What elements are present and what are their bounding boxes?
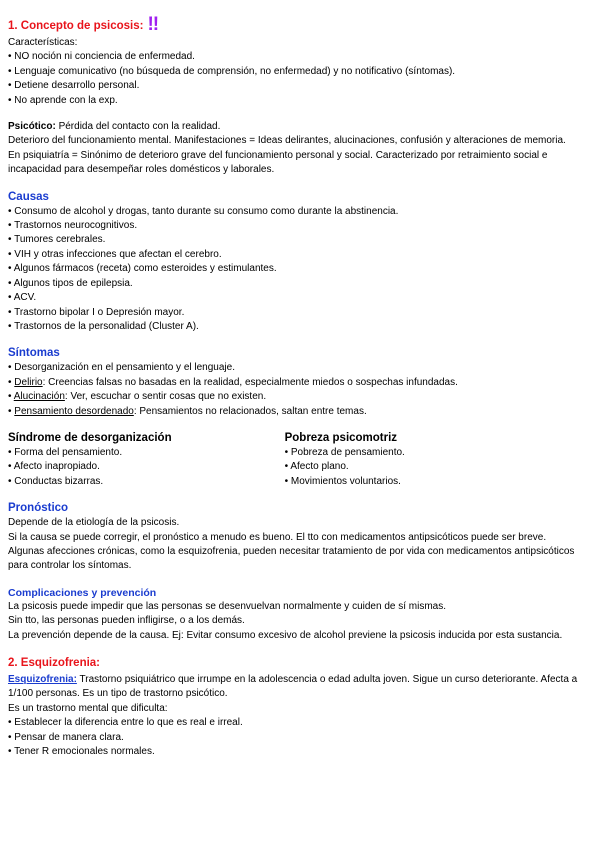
causa-item: • ACV. — [8, 292, 37, 304]
pronostico-p1: Depende de la etiología de la psicosis. — [8, 517, 180, 529]
desorg-item: • Conductas bizarras. — [8, 475, 104, 487]
esquizofrenia-definition: Esquizofrenia: Trastorno psiquiátrico que irrumpe en la adolescencia o edad adulta joven. Sigue un curso deteriorante. Afecta a 1/100 personas. Es un tipo de trastorno psicótico. — [8, 674, 578, 700]
sintoma-item: • Desorganización en el pensamiento y el lenguaje. — [8, 362, 235, 374]
desorganizacion-heading: Síndrome de desorganización — [8, 431, 172, 444]
caract-bullet-3: • Detiene desarrollo personal. — [8, 80, 140, 92]
caracteristicas-label: Características: — [8, 37, 78, 48]
caract-bullet-1: • NO noción ni conciencia de enfermedad. — [8, 51, 195, 63]
complic-p3: La prevención depende de la causa. Ej: Evitar consumo excesivo de alcohol previene la psicosis inducida por esta sustancia. — [8, 629, 563, 641]
causa-item: • VIH y otras infecciones que afectan el cerebro. — [8, 248, 222, 260]
esquiz-bullet: • Tener R emocionales normales. — [8, 746, 155, 758]
esquiz-bullet: • Pensar de manera clara. — [8, 731, 124, 743]
section-1-heading — [8, 16, 582, 34]
pronostico-p3: Algunas afecciones crónicas, como la esquizofrenia, pueden necesitar tratamiento de por vida con medicamentos antipsicóticos para controlar los síntomas. — [8, 545, 575, 572]
esquizofrenia-p2: Es un trastorno mental que dificulta: — [8, 702, 168, 714]
pobreza-item: • Movimientos voluntarios. — [284, 475, 401, 487]
psicotico-term: Psicótico: — [8, 121, 56, 133]
sintoma-delirio: • Delirio: Creencias falsas no basadas en la realidad, especialmente miedos o sospechas infundadas. — [8, 376, 458, 388]
pronostico-p2: Si la causa se puede corregir, el pronóstico a menudo es bueno. El tto con medicamentos antipsicóticos puede ser breve. — [8, 531, 547, 543]
pobreza-column — [285, 431, 582, 489]
complic-p1: La psicosis puede impedir que las personas se desenvuelvan normalmente y cuiden de sí mismas. — [8, 600, 447, 612]
pobreza-item: • Pobreza de pensamiento. — [284, 446, 405, 458]
pobreza-heading: Pobreza psicomotriz — [284, 431, 398, 444]
exclamation-marks: !! — [147, 14, 159, 35]
pensamiento-term: Pensamiento desordenado — [14, 405, 134, 417]
causas-heading: Causas — [8, 190, 49, 203]
section-1-title: 1. Concepto de psicosis: — [8, 20, 144, 32]
desorg-item: • Afecto inapropiado. — [8, 461, 100, 473]
causa-item: • Trastornos neurocognitivos. — [8, 220, 138, 232]
causa-item: • Algunos fármacos (receta) como esteroides y estimulantes. — [8, 263, 277, 275]
desorg-item: • Forma del pensamiento. — [8, 446, 123, 458]
sintoma-pensamiento: • Pensamiento desordenado: Pensamientos no relacionados, saltan entre temas. — [8, 405, 367, 417]
causa-item: • Consumo de alcohol y drogas, tanto durante su consumo como durante la abstinencia. — [8, 205, 399, 217]
section-2-heading: 2. Esquizofrenia: — [8, 657, 101, 669]
caract-bullet-2: • Lenguaje comunicativo (no búsqueda de comprensión, no enfermedad) y no notificativo (síntomas). — [8, 65, 456, 77]
causa-item: • Tumores cerebrales. — [8, 234, 106, 246]
pobreza-item: • Afecto plano. — [284, 461, 349, 473]
esquiz-bullet: • Establecer la diferencia entre lo que es real e irreal. — [8, 717, 243, 729]
complicaciones-heading: Complicaciones y prevención — [8, 586, 157, 599]
complic-p2: Sin tto, las personas pueden infligirse, o a los demás. — [8, 615, 245, 627]
esquizofrenia-term: Esquizofrenia: — [8, 674, 77, 685]
delirio-term: Delirio — [14, 376, 43, 388]
deterioro-paragraph: Deterioro del funcionamiento mental. Manifestaciones = Ideas delirantes, alucinaciones, confusión y alteraciones de memoria. — [8, 135, 566, 147]
sintoma-alucinacion: • Alucinación: Ver, escuchar o sentir cosas que no existen. — [8, 391, 267, 403]
desorganizacion-column — [8, 431, 285, 489]
pronostico-heading: Pronóstico — [8, 502, 69, 515]
psiquiatria-paragraph: En psiquiatría = Sinónimo de deterioro grave del funcionamiento personal y social. Caracterizado por retraimiento social e incapacidad para desempeñar roles domésticos y laborales. — [8, 149, 548, 176]
syndrome-columns — [8, 431, 582, 489]
causa-item: • Trastornos de la personalidad (Cluster A). — [8, 320, 199, 332]
causa-item: • Trastorno bipolar I o Depresión mayor. — [8, 306, 185, 318]
caract-bullet-4: • No aprende con la exp. — [8, 94, 118, 106]
psicotico-definition: Psicótico: Pérdida del contacto con la realidad. — [8, 121, 221, 133]
alucinacion-term: Alucinación — [13, 391, 65, 403]
causa-item: • Algunos tipos de epilepsia. — [8, 277, 133, 289]
sintomas-heading: Síntomas — [8, 347, 60, 360]
